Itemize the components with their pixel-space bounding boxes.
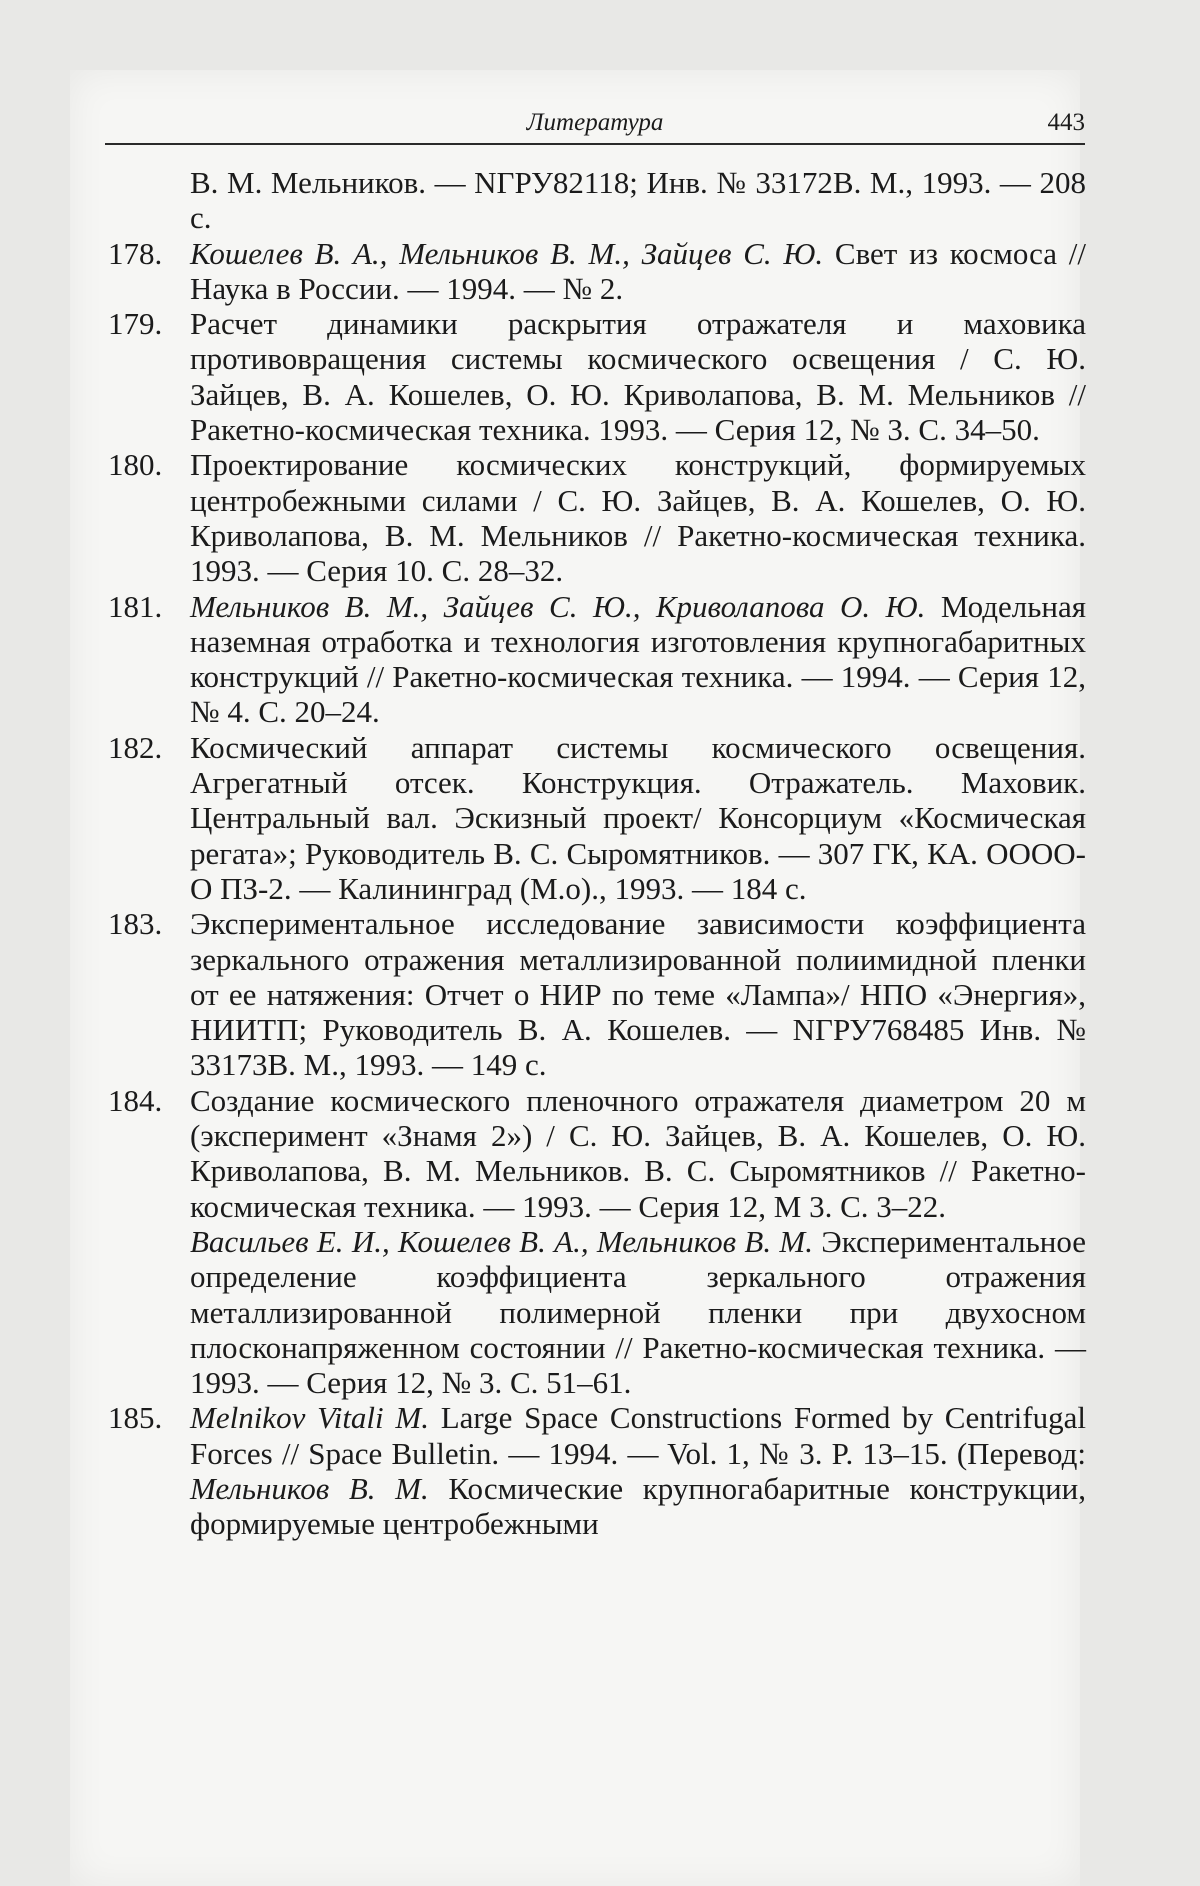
running-header-title: Литература (526, 109, 664, 136)
reference-entry (108, 730, 1086, 906)
reference-entry (108, 306, 1086, 447)
reference-entry (108, 1224, 1086, 1400)
reference-authors: Кошелев В. А., Мельников В. М., Зайцев С. Ю. (190, 235, 824, 271)
reference-text (190, 1083, 1086, 1224)
reference-details: Свет из космоса //Наука в России. — 1994. — № 2. (190, 235, 1086, 306)
reference-text (190, 306, 1086, 447)
reference-number: 182. (108, 729, 163, 765)
reference-details: Проектирование космических конструкций, формируемых центробежными силами / С. Ю. Зайцев, В. А. Кошелев, О. Ю. Криволапова, В. М. Мельников // Ракетно-космическая техника. 1993. — Серия 10. С. 28–32. (190, 447, 1086, 589)
reference-authors: Васильев Е. И., Кошелев В. А., Мельников В. М. (190, 1223, 813, 1259)
reference-text (190, 730, 1086, 906)
reference-number: 180. (108, 447, 163, 483)
reference-details: Экспериментальное исследование зависимости коэффициента зеркального отражения металлизированной полиимидной пленки от ее натяжения: Отчет о НИР по теме «Лампа»/ НПО «Энергия», НИИТП; Руководитель В. А. Кошелев. — NГРУ768485 Инв. № 33173В. М., 1993. — 149 с. (190, 906, 1086, 1083)
reference-entry (108, 447, 1086, 588)
reference-entry (108, 589, 1086, 730)
reference-text (190, 165, 1086, 236)
reference-entry (108, 906, 1086, 1082)
reference-number: 178. (108, 235, 163, 271)
reference-text (190, 236, 1086, 307)
reference-details: Расчет динамики раскрытия отражателя и маховика противовращения системы космического освещения / С. Ю. Зайцев, В. А. Кошелев, О. Ю. Криволапова, В. М. Мельников // Ракетно-космическая техника. 1993. — Серия 12, № 3. С. 34–50. (190, 306, 1086, 448)
reference-details: Модельная наземная отработка и технология изготовления крупногабаритных конструкций // Ракетно-космическая техника. — 1994. — Серия 12, № 4. С. 20–24. (190, 588, 1086, 730)
reference-number (108, 1224, 190, 1400)
reference-text (190, 589, 1086, 730)
reference-text (190, 1224, 1086, 1400)
reference-details: Создание космического пленочного отражателя диаметром 20 м (эксперимент «Знамя 2») / С. Ю. Зайцев, В. А. Кошелев, О. Ю. Криволапова, В. М. Мельников. В. С. Сыромятников // Ракетно-космическая техника. — 1993. — Серия 12, М 3. С. 3–22. (190, 1082, 1086, 1224)
reference-text (190, 1400, 1086, 1541)
reference-number (108, 165, 190, 236)
reference-details: В. М. Мельников. — NГРУ82118; Инв. № 33172В. М., 1993. — 208 с. (190, 165, 1086, 236)
header-rule (105, 143, 1085, 145)
reference-translation-details: Космические крупногабаритные конструкции, формируемые центробежными (190, 1470, 1086, 1542)
reference-number: 183. (108, 906, 163, 942)
reference-number: 181. (108, 588, 163, 624)
running-header (105, 108, 1085, 144)
reference-number: 184. (108, 1082, 163, 1118)
reference-entry (108, 1083, 1086, 1224)
reference-details: Large Space Constructions Formed by Centrifugal Forces // Space Bulletin. — 1994. — Vol. 1, № 3. P. 13–15. (Перевод: (190, 1400, 1086, 1471)
reference-text (190, 447, 1086, 588)
reference-translation-author: Мельников В. М. (190, 1470, 429, 1506)
reference-number: 185. (108, 1400, 163, 1436)
reference-list (108, 165, 1086, 1542)
reference-entry (108, 165, 1086, 236)
reference-entry (108, 1400, 1086, 1541)
reference-number: 179. (108, 306, 163, 342)
reference-authors: Мельников В. М., Зайцев С. Ю., Криволапова О. Ю. (190, 588, 926, 624)
page-number: 443 (1047, 109, 1085, 136)
reference-entry (108, 236, 1086, 307)
reference-details: Космический аппарат системы космического освещения. Агрегатный отсек. Конструкция. Отражатель. Маховик. Центральный вал. Эскизный проект/ Консорциум «Космическая регата»; Руководитель В. С. Сыромятников. — 307 ГК, КА. ОООО-О ПЗ-2. — Калининград (М.о)., 1993. — 184 с. (190, 729, 1086, 906)
reference-details: Экспериментальное определение коэффициента зеркального отражения металлизированной полимерной пленки при двухосном плосконапряженном состоянии // Ракетно-космическая техника. — 1993. — Серия 12, № 3. С. 51–61. (190, 1223, 1086, 1401)
reference-text (190, 906, 1086, 1082)
reference-authors: Melnikov Vitali M. (190, 1400, 429, 1436)
